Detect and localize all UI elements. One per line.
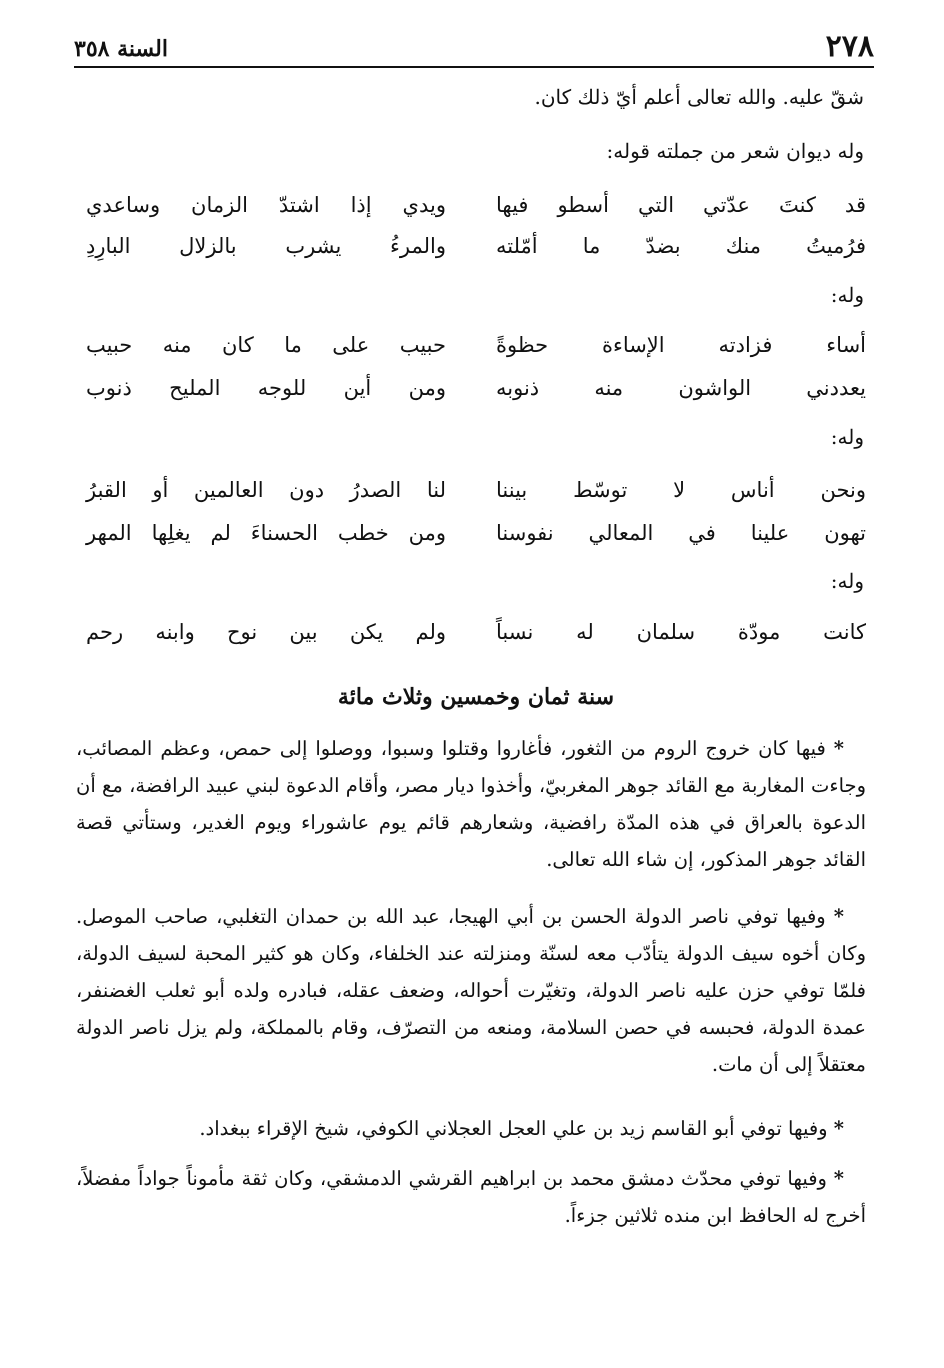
paragraph-text: وفيها توفي أبو القاسم زيد بن علي العجل العجلاني الكوفي، شيخ الإقراء ببغداد.: [199, 1117, 828, 1140]
poem-label: وله:: [830, 569, 864, 593]
running-head-year: السنة ٣٥٨: [74, 36, 168, 62]
verse-first-hemistich: أساء فزادته الإساءة حظوةً: [496, 333, 866, 357]
verse-first-hemistich: تهون علينا في المعالي نفوسنا: [496, 521, 866, 545]
verse-second-hemistich: لنا الصدرُ دون العالمين أو القبرُ: [86, 478, 446, 502]
verse-first-hemistich: يعددني الواشون منه ذنوبه: [496, 376, 866, 400]
verse-row: [86, 470, 866, 510]
page-number: ٢٧٨: [825, 29, 874, 64]
verse-second-hemistich: والمرءُ يشرب بالزلال البارِدِ: [86, 234, 446, 258]
verse-second-hemistich: ويدي إذا اشتدّ الزمان وساعدي: [86, 193, 446, 217]
verse-row: [86, 513, 866, 553]
verse-first-hemistich: قد كنتَ عدّتي التي أسطو فيها: [496, 193, 866, 217]
verse-row: [86, 226, 866, 266]
verse-row: [86, 612, 866, 652]
paragraph-bullet: *: [833, 737, 844, 760]
paragraph-text: وفيها توفي محدّث دمشق محمد بن ابراهيم القرشي الدمشقي، وكان ثقة مأموناً جواداً مفضلاً، أخرج له الحافظ ابن منده ثلاثين جزءاً.: [76, 1167, 866, 1227]
verse-second-hemistich: حبيب على ما كان منه حبيب: [86, 333, 446, 357]
paragraph-text: وفيها توفي ناصر الدولة الحسن بن أبي الهيجا، عبد الله بن حمدان التغلبي، صاحب الموصل. وكان أخوه سيف الدولة يتأدّب معه لسنّة ومنزلته عند الخلفاء، وكان هو كثير المحبة لسيف الدولة، فلمّا توفي حزن عليه ناصر الدولة، وتغيّرت أحواله، وضعف عقله، فبادره ولده أبو ثعلب الغضنفر، عمدة الدولة، فحبسه في حصن السلامة، ومنعه من التصرّف، وقام بالمملكة، ولم يزل ناصر الدولة معتقلاً إلى أن مات.: [76, 905, 866, 1076]
paragraph-bullet: *: [833, 1117, 844, 1140]
paragraph: [76, 1110, 866, 1147]
paragraph: [76, 1160, 866, 1234]
paragraph: [76, 898, 866, 1083]
paragraph-bullet: *: [833, 905, 844, 928]
intro-line-2: وله ديوان شعر من جملته قوله:: [606, 139, 864, 163]
poem-label: وله:: [830, 283, 864, 307]
verse-row: [86, 368, 866, 408]
verse-first-hemistich: كانت مودّة سلمان له نسباً: [496, 620, 866, 644]
verse-second-hemistich: ومن خطب الحسناءَ لم يغلِها المهر: [86, 521, 446, 545]
verse-first-hemistich: ونحن أناس لا توسّط بيننا: [496, 478, 866, 502]
poem-label: وله:: [830, 425, 864, 449]
verse-second-hemistich: ولم يكن بين نوح وابنه رحم: [86, 620, 446, 644]
verse-row: [86, 185, 866, 225]
page-header: [74, 28, 874, 68]
verse-first-hemistich: فرُميتُ منك بضدّ ما أمّلته: [496, 234, 866, 258]
paragraph-bullet: *: [833, 1167, 844, 1190]
paragraph: [76, 730, 866, 878]
intro-line-1: شقّ عليه. والله تعالى أعلم أيّ ذلك كان.: [534, 85, 864, 109]
section-title: سنة ثمان وخمسين وثلاث مائة: [337, 684, 615, 710]
verse-row: [86, 325, 866, 365]
paragraph-text: فيها كان خروج الروم من الثغور، فأغاروا وقتلوا وسبوا، ووصلوا إلى حمص، وعظم المصائب، وجاءت المغاربة مع القائد جوهر المغربيّ، وأخذوا ديار مصر، وأقام الدعوة لبني عبيد الرافضة، مع أن الدعوة بالعراق في هذه المدّة رافضية، وشعارهم قائم يوم عاشوراء ويوم الغدير، وستأتي قصة القائد جوهر المذكور، إن شاء الله تعالى.: [76, 737, 866, 871]
verse-second-hemistich: ومن أين للوجه المليح ذنوب: [86, 376, 446, 400]
